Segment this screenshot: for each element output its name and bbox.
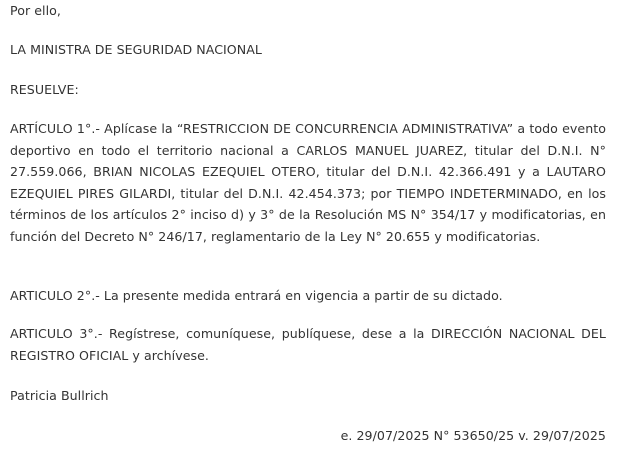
article-3-text: ARTICULO 3°.- Regístrese, comuníquese, publíquese, dese a la DIRECCIÓN NACIONAL DEL REGISTRO OFICIAL y archívese. [10, 326, 606, 363]
authority-heading: LA MINISTRA DE SEGURIDAD NACIONAL [10, 42, 262, 57]
article-1 [10, 118, 606, 248]
intro-text: Por ello, [10, 3, 61, 18]
article-2-text: ARTICULO 2°.- La presente medida entrará en vigencia a partir de su dictado. [10, 288, 503, 303]
article-1-text: ARTÍCULO 1°.- Aplícase la “RESTRICCION DE CONCURRENCIA ADMINISTRATIVA” a todo evento deportivo en todo el territorio nacional a CARLOS MANUEL JUAREZ, titular del D.N.I. N° 27.559.066, BRIAN NICOLAS EZEQUIEL OTERO, titular del D.N.I. 42.366.491 y a LAUTARO EZEQUIEL PIRES GILARDI, titular del D.N.I. 42.454.373; por TIEMPO INDETERMINADO, en los términos de los artículos 2° inciso d) y 3° de la Resolución MS N° 354/17 y modificatorias, en función del Decreto N° 246/17, reglamentario de la Ley N° 20.655 y modificatorias. [10, 121, 606, 244]
article-3 [10, 323, 606, 366]
article-2 [10, 285, 606, 307]
footer-reference: e. 29/07/2025 N° 53650/25 v. 29/07/2025 [340, 428, 606, 443]
signature: Patricia Bullrich [10, 388, 109, 403]
resolve-heading: RESUELVE: [10, 82, 79, 97]
